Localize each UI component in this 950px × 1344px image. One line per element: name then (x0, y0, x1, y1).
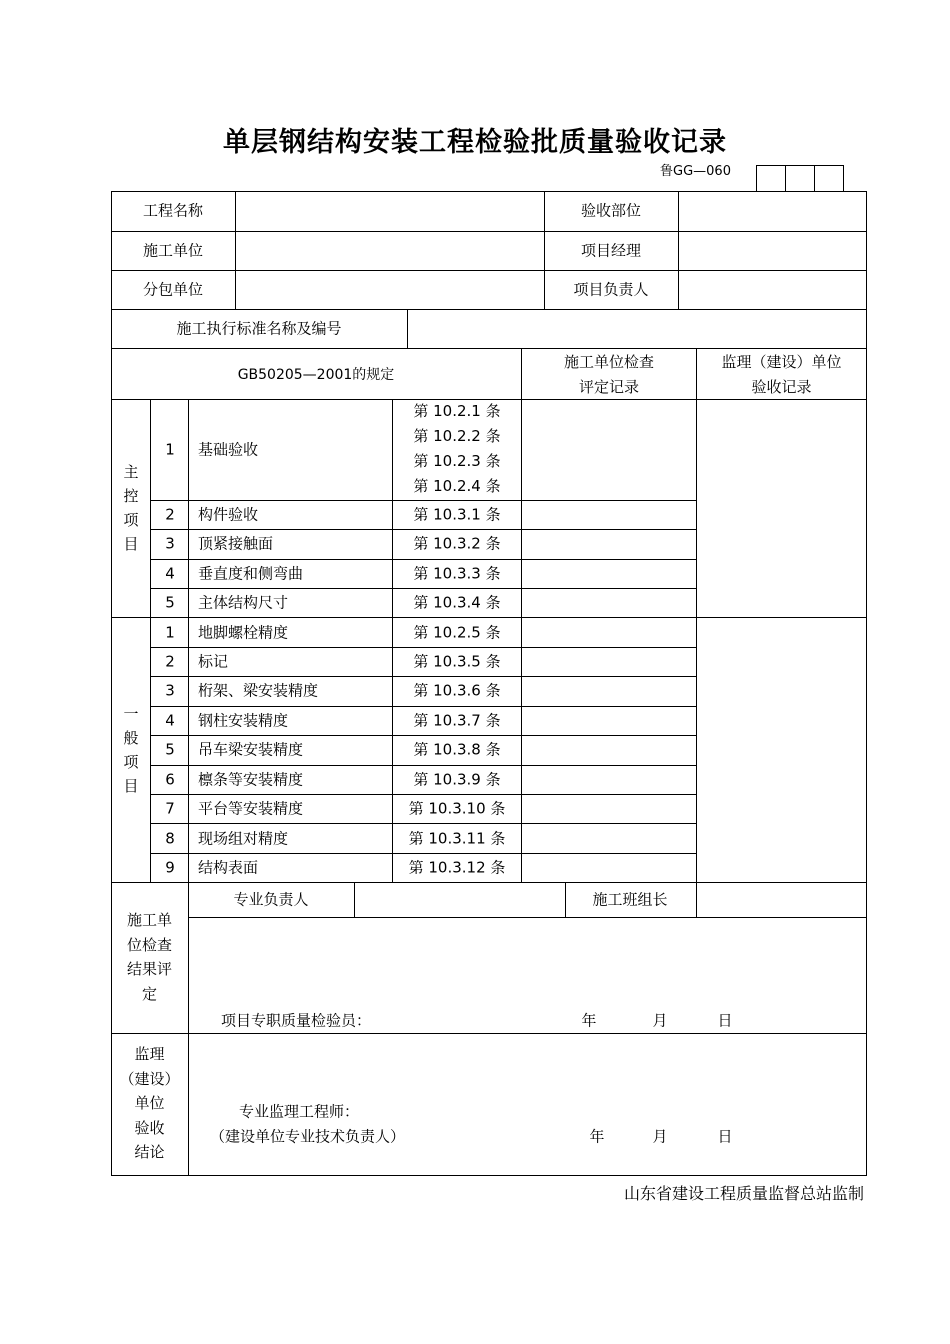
general-item-clause: 第 10.3.6 条 (413, 681, 501, 700)
standard-field[interactable] (408, 310, 866, 348)
construction-unit-label: 施工单位 (142, 241, 204, 260)
main-items-group-label (121, 460, 141, 556)
footer-issuer: 山东省建设工程质量监督总站监制 (623, 1184, 864, 1203)
main-item-clause: 第 10.3.3 条 (413, 564, 501, 583)
project-name-label: 工程名称 (142, 201, 204, 220)
supervisor-check-header-line: 验收记录 (751, 377, 812, 396)
specialty-lead-field[interactable] (355, 883, 565, 917)
project-lead-label: 项目负责人 (573, 280, 649, 299)
acceptance-part-field[interactable] (679, 192, 866, 231)
subcontract-unit-field[interactable] (236, 271, 544, 309)
contractor-check-cells[interactable] (522, 400, 696, 882)
general-item-name: 钢柱安装精度 (198, 711, 289, 730)
supervisor-check-general-cell[interactable] (697, 618, 866, 882)
supervisor-result-label-line: 验收 (134, 1118, 165, 1137)
general-item-no: 6 (165, 770, 175, 789)
form-code: 鲁GG—060 (660, 164, 731, 179)
supervisor-result-label-line: 监理 (134, 1045, 165, 1063)
number-box[interactable] (814, 165, 844, 192)
contractor-check-header-line: 施工单位检查 (563, 353, 654, 371)
contractor-result-label (111, 908, 188, 1006)
group-label-char: 一 (123, 705, 139, 723)
group-label-char: 项 (123, 753, 139, 771)
general-item-no: 3 (165, 681, 175, 700)
specialty-lead-label: 专业负责人 (233, 890, 309, 909)
general-item-clause: 第 10.3.11 条 (408, 829, 506, 848)
date-day-label: 日 (717, 1127, 733, 1146)
general-item-clause: 第 10.3.9 条 (413, 770, 501, 789)
contractor-result-label-line: 结果评 (126, 960, 172, 978)
project-manager-label: 项目经理 (580, 241, 642, 260)
general-item-no: 1 (165, 623, 175, 642)
general-item-no: 4 (165, 711, 175, 730)
general-item-name: 桁架、梁安装精度 (198, 681, 319, 700)
main-item-no: 5 (165, 593, 175, 612)
main-item-clause: 第 10.3.4 条 (413, 593, 501, 612)
subcontract-unit-label: 分包单位 (142, 280, 204, 299)
main-item-clause: 第 10.3.2 条 (413, 534, 501, 553)
general-item-name: 平台等安装精度 (198, 799, 304, 818)
general-item-name: 现场组对精度 (198, 829, 289, 848)
inspector-label: 项目专职质量检验员： (221, 1011, 372, 1030)
general-item-clause: 第 10.3.5 条 (413, 652, 501, 671)
main-item-no: 1 (165, 440, 175, 459)
main-item-clause: 第 10.3.1 条 (413, 505, 501, 524)
general-item-name: 檩条等安装精度 (198, 770, 304, 789)
contractor-check-header-line: 评定记录 (578, 377, 639, 396)
construction-unit-field[interactable] (236, 232, 544, 270)
general-item-name: 地脚螺栓精度 (198, 623, 289, 642)
group-label-char: 项 (123, 511, 139, 529)
main-item-name: 基础验收 (198, 440, 259, 459)
general-item-clause: 第 10.3.7 条 (413, 711, 501, 730)
general-item-no: 2 (165, 652, 175, 671)
main-item-clause: 第 10.2.3 条 (413, 452, 501, 470)
general-item-no: 5 (165, 740, 175, 759)
date-month-label: 月 (652, 1127, 668, 1146)
supervisor-result-label-line: 结论 (134, 1143, 165, 1161)
supervising-engineer-label: 专业监理工程师： (239, 1102, 360, 1121)
general-item-name: 吊车梁安装精度 (198, 740, 304, 759)
main-item-name: 顶紧接触面 (198, 534, 274, 553)
group-label-char: 控 (123, 487, 139, 505)
general-item-clause: 第 10.3.8 条 (413, 740, 501, 759)
general-item-name: 结构表面 (198, 858, 259, 877)
contractor-result-label-line: 施工单 (126, 911, 172, 929)
project-lead-field[interactable] (679, 271, 866, 309)
main-item-clause: 第 10.2.1 条 (413, 402, 501, 420)
general-item-clause: 第 10.3.12 条 (408, 858, 506, 877)
acceptance-part-label: 验收部位 (580, 201, 642, 220)
supervisor-check-header-line: 监理（建设）单位 (721, 353, 842, 371)
group-label-char: 主 (123, 463, 139, 481)
general-item-clause: 第 10.2.5 条 (413, 623, 501, 642)
general-item-clause: 第 10.3.10 条 (408, 799, 506, 818)
group-label-char: 目 (123, 535, 139, 553)
number-box[interactable] (756, 165, 786, 192)
date-year-label: 年 (589, 1127, 605, 1146)
contractor-check-header (522, 350, 696, 399)
supervisor-result-label-line: （建设） (119, 1069, 180, 1088)
project-name-field[interactable] (236, 192, 544, 231)
main-item-clause: 第 10.2.4 条 (413, 477, 501, 495)
main-item-no: 2 (165, 505, 175, 524)
main-item-no: 4 (165, 564, 175, 583)
team-leader-field[interactable] (697, 883, 866, 917)
supervisor-result-label-line: 单位 (134, 1094, 165, 1112)
main-item-name: 主体结构尺寸 (198, 593, 289, 612)
project-manager-field[interactable] (679, 232, 866, 270)
main-item-no: 3 (165, 534, 175, 553)
number-box[interactable] (785, 165, 815, 192)
form-number-boxes[interactable] (757, 165, 844, 192)
general-items-group-label (121, 702, 141, 798)
date-day-label: 日 (717, 1011, 733, 1030)
contractor-result-label-line: 定 (141, 984, 157, 1003)
supervisor-check-header (697, 350, 866, 399)
group-label-char: 般 (123, 729, 139, 747)
general-item-no: 8 (165, 829, 175, 848)
contractor-result-label-line: 位检查 (126, 935, 172, 954)
supervisor-check-main-cell[interactable] (697, 400, 866, 617)
main-item-clause: 第 10.2.2 条 (413, 427, 501, 445)
supervisor-result-label (111, 1042, 188, 1165)
main-item-name: 构件验收 (198, 505, 259, 524)
date-year-label: 年 (581, 1011, 597, 1030)
standard-label: 施工执行标准名称及编号 (176, 319, 342, 338)
team-leader-label: 施工班组长 (592, 890, 668, 909)
general-item-name: 标记 (198, 652, 229, 671)
general-item-no: 9 (165, 858, 175, 877)
page-title: 单层钢结构安装工程检验批质量验收记录 (223, 127, 727, 158)
owner-tech-lead-label: （建设单位专业技术负责人） (210, 1127, 406, 1146)
spec-column-header: GB50205—2001的规定 (237, 367, 395, 383)
date-month-label: 月 (652, 1011, 668, 1030)
main-item-name: 垂直度和侧弯曲 (198, 564, 304, 583)
general-item-no: 7 (165, 799, 175, 818)
group-label-char: 目 (123, 777, 139, 795)
